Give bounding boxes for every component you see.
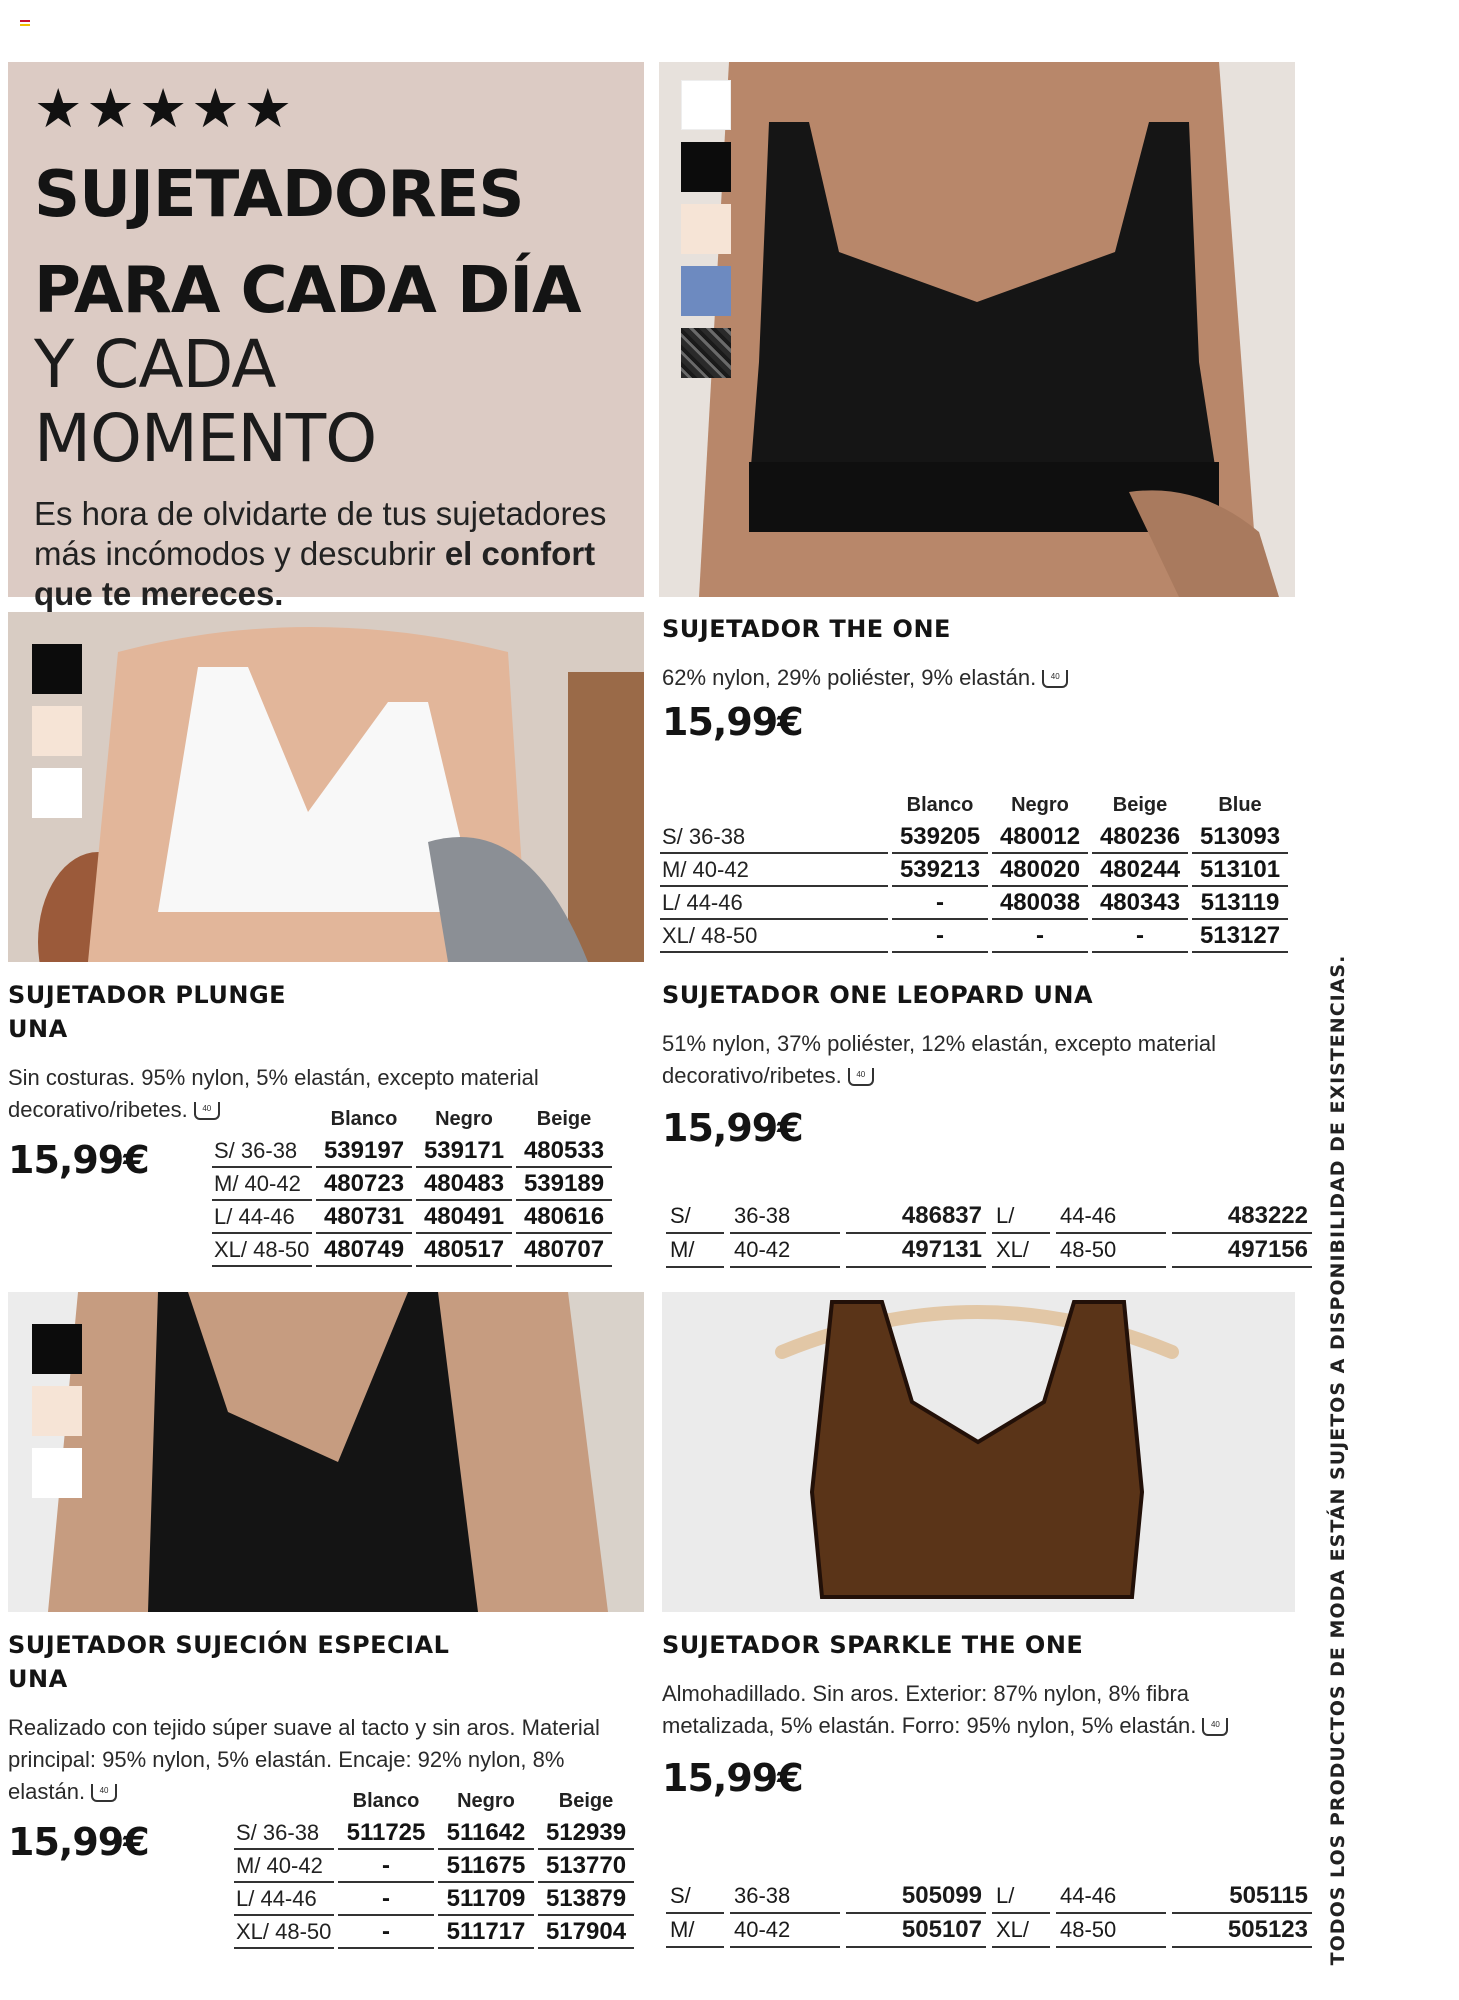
table-row [666, 1234, 1312, 1268]
size-table-sparkle [660, 1880, 1318, 1948]
code-cell: 505115 [1172, 1880, 1312, 1914]
size-table-the-one [656, 794, 1292, 953]
size-cell: XL/ 48-50 [212, 1234, 312, 1267]
range-cell: 44-46 [1056, 1880, 1166, 1914]
size-cell: S/ 36-38 [212, 1135, 312, 1168]
product-price: 15,99€ [8, 1138, 149, 1182]
product-price: 15,99€ [662, 700, 803, 744]
swatch-white[interactable] [32, 768, 82, 818]
col-header: Beige [536, 1108, 592, 1130]
size-code-table [660, 1880, 1318, 1948]
size-cell: S/ [666, 1200, 724, 1234]
size-cell: XL/ [992, 1234, 1050, 1268]
table-row [234, 1883, 634, 1916]
table-row [660, 920, 1288, 953]
hero-body-bold: el confort que te mereces. [34, 535, 596, 612]
hero-title-line-2: PARA CADA DÍA [34, 254, 581, 328]
code-cell: 480723 [316, 1168, 412, 1201]
composition-text: Sin costuras. 95% nylon, 5% elastán, excepto material decorativo/ribetes. [8, 1065, 539, 1122]
swatch-blue[interactable] [681, 266, 731, 316]
range-cell: 40-42 [730, 1234, 840, 1268]
col-header: Blanco [352, 1790, 420, 1812]
range-cell: 36-38 [730, 1880, 840, 1914]
table-row [660, 854, 1288, 887]
code-cell: - [338, 1916, 434, 1949]
table-row [666, 1200, 1312, 1234]
range-cell: 48-50 [1056, 1234, 1166, 1268]
code-cell: 480038 [992, 887, 1088, 920]
code-cell: 511642 [438, 1817, 534, 1850]
table-row [212, 1234, 612, 1267]
product-title: SUJETADOR SPARKLE THE ONE [662, 1631, 1084, 1659]
availability-note-text: TODOS LOS PRODUCTOS DE MODA ESTÁN SUJETOS A DISPONIBILIDAD DE EXISTENCIAS. [1327, 954, 1349, 1966]
size-cell: M/ [666, 1234, 724, 1268]
rating-stars-icon: ★★★★★ [34, 79, 297, 139]
code-cell: 513119 [1192, 887, 1288, 920]
code-cell: 539171 [416, 1135, 512, 1168]
code-cell: 511725 [338, 1817, 434, 1850]
code-cell: 480483 [416, 1168, 512, 1201]
hero-title-line-4: MOMENTO [34, 400, 377, 477]
code-cell: - [892, 887, 988, 920]
wash-40-icon: 40 [194, 1102, 220, 1120]
size-cell: L/ 44-46 [234, 1883, 334, 1916]
swatch-black[interactable] [32, 644, 82, 694]
hero-panel [8, 62, 644, 612]
code-cell: 513101 [1192, 854, 1288, 887]
col-header: Blue [1218, 794, 1262, 816]
code-cell: 511709 [438, 1883, 534, 1916]
code-cell: - [1092, 920, 1188, 953]
col-header: Negro [1011, 794, 1069, 816]
code-cell: 512939 [538, 1817, 634, 1850]
code-cell: 539205 [892, 821, 988, 854]
product-title-line-1: SUJETADOR PLUNGE [8, 981, 287, 1009]
code-cell: 480517 [416, 1234, 512, 1267]
table-header-row [234, 1790, 634, 1817]
table-row [212, 1168, 612, 1201]
composition-text: Almohadillado. Sin aros. Exterior: 87% nylon, 8% fibra metalizada, 5% elastán. Forro: 95% nylon, 5% elastán. [662, 1681, 1197, 1738]
size-code-table [208, 1108, 616, 1267]
photo-the-one [659, 62, 1295, 597]
hero-body-plain: Es hora de olvidarte de tus sujetadores más incómodos y descubrir [34, 495, 607, 572]
product-price: 15,99€ [662, 1756, 803, 1800]
table-header-row [660, 794, 1288, 821]
range-cell: 36-38 [730, 1200, 840, 1234]
table-row [660, 821, 1288, 854]
size-table-plunge [208, 1108, 616, 1267]
product-plunge [8, 978, 628, 1126]
code-cell: 480343 [1092, 887, 1188, 920]
code-cell: 480749 [316, 1234, 412, 1267]
product-composition [662, 662, 1302, 694]
code-cell: 480236 [1092, 821, 1188, 854]
product-composition [662, 1028, 1282, 1092]
code-cell: - [992, 920, 1088, 953]
code-cell: 480012 [992, 821, 1088, 854]
col-header: Blanco [330, 1108, 398, 1130]
table-row [666, 1880, 1312, 1914]
product-title-line-1: SUJETADOR SUJECIÓN ESPECIAL [8, 1631, 450, 1659]
col-header: Negro [435, 1108, 493, 1130]
size-cell: M/ 40-42 [234, 1850, 334, 1883]
range-cell: 44-46 [1056, 1200, 1166, 1234]
wash-40-icon: 40 [1202, 1718, 1228, 1736]
model-black-lace-bra-image [8, 1292, 644, 1612]
product-price: 15,99€ [662, 1106, 803, 1150]
product-title-line-2: UNA [8, 1665, 68, 1693]
swatch-beige[interactable] [32, 1386, 82, 1436]
code-cell: 480533 [516, 1135, 612, 1168]
size-cell: S/ 36-38 [660, 821, 888, 854]
size-cell: L/ 44-46 [660, 887, 888, 920]
code-cell: - [892, 920, 988, 953]
size-cell: L/ 44-46 [212, 1201, 312, 1234]
table-row [212, 1135, 612, 1168]
col-header: Negro [457, 1790, 515, 1812]
product-sparkle [662, 1628, 1302, 1800]
table-header-row [212, 1108, 612, 1135]
hero-title-line-3: Y CADA [34, 326, 276, 403]
product-title: SUJETADOR ONE LEOPARD UNA [662, 981, 1094, 1009]
code-cell: 539197 [316, 1135, 412, 1168]
code-cell: 513770 [538, 1850, 634, 1883]
product-title: SUJETADOR THE ONE [662, 615, 951, 643]
code-cell: 480244 [1092, 854, 1188, 887]
size-cell: M/ [666, 1914, 724, 1948]
code-cell: 480707 [516, 1234, 612, 1267]
swatch-beige[interactable] [681, 204, 731, 254]
code-cell: 480731 [316, 1201, 412, 1234]
product-one-leopard [662, 978, 1302, 1150]
code-cell: 513879 [538, 1883, 634, 1916]
wash-40-icon: 40 [1042, 670, 1068, 688]
sparkle-bra-hanger-image [662, 1292, 1295, 1612]
photo-sujecion-especial [8, 1292, 644, 1612]
availability-note [1318, 954, 1358, 1966]
product-the-one [662, 612, 1302, 744]
composition-text: 51% nylon, 37% poliéster, 12% elastán, excepto material decorativo/ribetes. [662, 1031, 1216, 1088]
size-table-especial [230, 1790, 638, 1949]
code-cell: 505099 [846, 1880, 986, 1914]
model-black-bra-image [659, 62, 1295, 597]
table-row [666, 1914, 1312, 1948]
size-cell: XL/ 48-50 [660, 920, 888, 953]
model-white-bra-image [8, 612, 644, 962]
flag-icon [20, 20, 30, 30]
swatch-leopard[interactable] [681, 328, 731, 378]
size-cell: M/ 40-42 [212, 1168, 312, 1201]
swatch-white[interactable] [681, 80, 731, 130]
size-table-leopard [660, 1200, 1318, 1268]
col-header: Beige [1112, 794, 1168, 816]
code-cell: - [338, 1883, 434, 1916]
wash-40-icon: 40 [91, 1784, 117, 1802]
composition-text: 62% nylon, 29% poliéster, 9% elastán. [662, 665, 1037, 690]
size-code-table [230, 1790, 638, 1949]
table-row [660, 887, 1288, 920]
size-cell: L/ [992, 1200, 1050, 1234]
photo-sparkle [662, 1292, 1295, 1612]
code-cell: - [338, 1850, 434, 1883]
code-cell: 486837 [846, 1200, 986, 1234]
product-title-line-2: UNA [8, 1015, 68, 1043]
product-sujecion-especial [8, 1628, 638, 1808]
composition-text: Realizado con tejido súper suave al tacto y sin aros. Material principal: 95% nylon, 5% elastán. Encaje: 92% nylon, 8% elastán. [8, 1715, 600, 1804]
size-cell: S/ 36-38 [234, 1817, 334, 1850]
code-cell: 539213 [892, 854, 988, 887]
code-cell: 511675 [438, 1850, 534, 1883]
size-cell: S/ [666, 1880, 724, 1914]
size-cell: XL/ [992, 1914, 1050, 1948]
col-header: Beige [558, 1790, 614, 1812]
table-row [212, 1201, 612, 1234]
table-row [234, 1850, 634, 1883]
code-cell: 511717 [438, 1916, 534, 1949]
wash-40-icon: 40 [848, 1068, 874, 1086]
code-cell: 513093 [1192, 821, 1288, 854]
product-composition [662, 1678, 1292, 1742]
swatch-black[interactable] [681, 142, 731, 192]
size-cell: XL/ 48-50 [234, 1916, 334, 1949]
code-cell: 517904 [538, 1916, 634, 1949]
swatch-beige[interactable] [32, 706, 82, 756]
product-price: 15,99€ [8, 1820, 149, 1864]
code-cell: 483222 [1172, 1200, 1312, 1234]
code-cell: 480020 [992, 854, 1088, 887]
size-code-table [660, 1200, 1318, 1268]
table-row [234, 1916, 634, 1949]
code-cell: 505123 [1172, 1914, 1312, 1948]
code-cell: 513127 [1192, 920, 1288, 953]
code-cell: 505107 [846, 1914, 986, 1948]
code-cell: 480491 [416, 1201, 512, 1234]
range-cell: 40-42 [730, 1914, 840, 1948]
hero-body-text [34, 494, 618, 614]
hero-title-line-1: SUJETADORES [34, 158, 524, 232]
swatch-black[interactable] [32, 1324, 82, 1374]
table-row [234, 1817, 634, 1850]
size-cell: L/ [992, 1880, 1050, 1914]
size-cell: M/ 40-42 [660, 854, 888, 887]
range-cell: 48-50 [1056, 1914, 1166, 1948]
code-cell: 497156 [1172, 1234, 1312, 1268]
swatch-white[interactable] [32, 1448, 82, 1498]
size-code-table [656, 794, 1292, 953]
photo-plunge [8, 612, 644, 962]
code-cell: 480616 [516, 1201, 612, 1234]
col-header: Blanco [906, 794, 974, 816]
code-cell: 539189 [516, 1168, 612, 1201]
code-cell: 497131 [846, 1234, 986, 1268]
